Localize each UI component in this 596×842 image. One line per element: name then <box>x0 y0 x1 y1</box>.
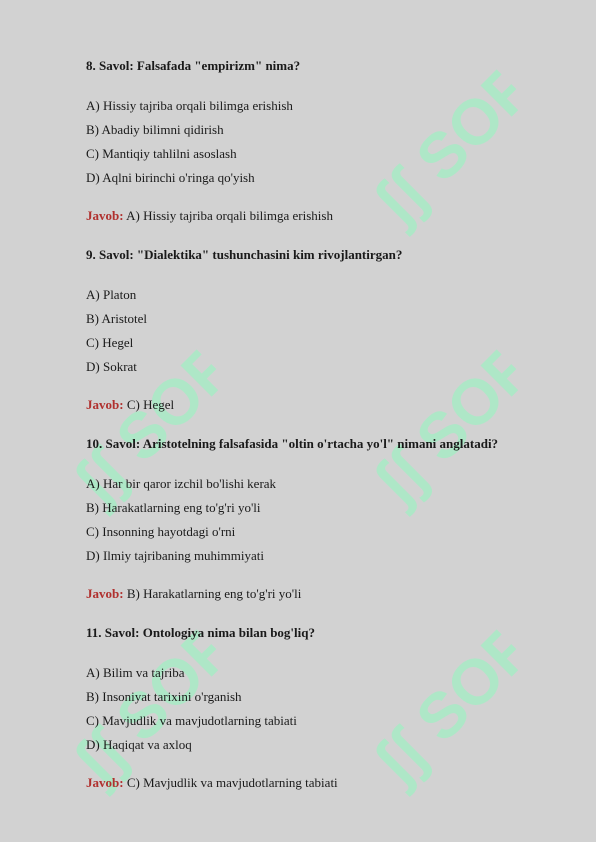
option-d: D) Ilmiy tajribaning muhimmiyati <box>86 548 265 563</box>
answer-line <box>86 585 556 603</box>
question-block <box>86 57 556 225</box>
question-title: 9. Savol: "Dialektika" tushunchasini kim rivojlantirgan? <box>86 247 403 262</box>
option-a: A) Platon <box>86 287 137 302</box>
answer-line <box>86 207 556 225</box>
option-a: A) Hissiy tajriba orqali bilimga erishish <box>86 98 293 113</box>
svg-text:ʃʃ SOFF: ʃʃ SOFF <box>59 611 249 798</box>
svg-text:ʃʃ SOFF: ʃʃ SOFF <box>59 331 249 518</box>
options-list <box>86 472 556 568</box>
option-d: D) Haqiqat va axloq <box>86 737 192 752</box>
answer-line <box>86 774 556 792</box>
answer-text: C) Mavjudlik va mavjudotlarning tabiati <box>123 775 338 790</box>
option-c: C) Hegel <box>86 335 134 350</box>
quiz-page <box>86 57 556 813</box>
options-list <box>86 661 556 757</box>
option-b: B) Aristotel <box>86 311 148 326</box>
answer-label: Javob: <box>86 775 124 790</box>
answer-text: B) Harakatlarning eng to'g'ri yo'li <box>123 586 302 601</box>
option-a: A) Har bir qaror izchil bo'lishi kerak <box>86 476 277 491</box>
option-b: B) Insoniyat tarixini o'rganish <box>86 689 242 704</box>
svg-text:ʃʃ SOFF: ʃʃ SOFF <box>359 331 549 518</box>
options-list <box>86 94 556 190</box>
svg-text:ʃʃ SOFF: ʃʃ SOFF <box>359 51 549 238</box>
svg-text:ʃʃ SOFF: ʃʃ SOFF <box>359 611 549 798</box>
question-title: 11. Savol: Ontologiya nima bilan bog'liq? <box>86 625 315 640</box>
question-title: 8. Savol: Falsafada "empirizm" nima? <box>86 58 301 73</box>
option-c: C) Insonning hayotdagi o'rni <box>86 524 236 539</box>
option-d: D) Aqlni birinchi o'ringa qo'yish <box>86 170 255 185</box>
answer-text: C) Hegel <box>123 397 175 412</box>
answer-label: Javob: <box>86 397 124 412</box>
question-block <box>86 624 556 792</box>
question-title: 10. Savol: Aristotelning falsafasida "oltin o'rtacha yo'l" nimani anglatadi? <box>86 436 499 451</box>
option-a: A) Bilim va tajriba <box>86 665 185 680</box>
option-d: D) Sokrat <box>86 359 137 374</box>
answer-line <box>86 396 556 414</box>
option-c: C) Mavjudlik va mavjudotlarning tabiati <box>86 713 297 728</box>
option-c: C) Mantiqiy tahlilni asoslash <box>86 146 237 161</box>
question-block <box>86 246 556 414</box>
answer-label: Javob: <box>86 208 124 223</box>
answer-label: Javob: <box>86 586 124 601</box>
option-b: B) Harakatlarning eng to'g'ri yo'li <box>86 500 261 515</box>
option-b: B) Abadiy bilimni qidirish <box>86 122 224 137</box>
answer-text: A) Hissiy tajriba orqali bilimga erishish <box>123 208 333 223</box>
options-list <box>86 283 556 379</box>
question-block <box>86 435 556 603</box>
